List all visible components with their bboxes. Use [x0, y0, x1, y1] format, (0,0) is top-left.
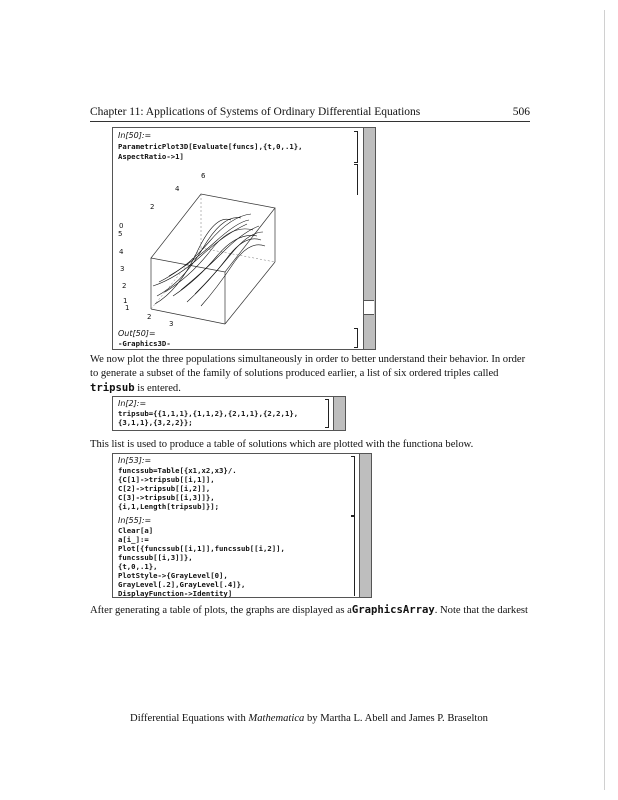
page-edge [604, 10, 605, 790]
header-rule [90, 121, 530, 122]
code-line[interactable]: funcssub=Table[{x1,x2,x3}/. [118, 466, 237, 475]
input-label: In[55]:= [118, 516, 152, 525]
chapter-title: Chapter 11: Applications of Systems of Ordinary Differential Equations [90, 106, 421, 118]
vertical-scrollbar[interactable] [333, 397, 345, 430]
tick-label: 2 [122, 282, 127, 290]
page-footer: Differential Equations with Mathematica by Martha L. Abell and James P. Braselton [130, 713, 488, 724]
text-line: This list is used to produce a table of solutions which are plotted with the functiona below. [90, 439, 474, 450]
code-line[interactable]: tripsub={{1,1,1},{1,1,2},{2,1,1},{2,2,1}, [118, 409, 299, 418]
inline-code: GraphicsArray [351, 604, 435, 616]
page-number: 506 [512, 106, 530, 118]
code-line[interactable]: Plot[{funcssub[[i,1]],funcssub[[i,2]], [118, 544, 285, 553]
output-label: Out[50]= [118, 329, 156, 338]
plot-box-hidden-edge [201, 248, 275, 262]
paragraph-2 [90, 438, 473, 452]
plot-box-edge [225, 262, 275, 324]
solution-curve [159, 214, 251, 282]
plot-box-edge [151, 309, 225, 324]
solution-curve [169, 220, 249, 276]
code-line[interactable]: a[i_]:= [118, 535, 149, 544]
tick-label: 4 [175, 185, 180, 193]
cell-bracket[interactable] [354, 164, 358, 195]
tick-label: 5 [118, 230, 123, 238]
scrollbar-thumb[interactable] [364, 300, 374, 315]
input-label: In[50]:= [118, 131, 152, 140]
code-line[interactable]: {C[1]->tripsub[[i,1]], [118, 475, 215, 484]
tick-label: 1 [123, 297, 128, 305]
cell-bracket[interactable] [354, 131, 358, 163]
tick-label: 6 [201, 172, 206, 180]
tick-label: 0 [119, 222, 124, 230]
paragraph-3: After generating a table of plots, the graphs are displayed as aGraphicsArray. Note that the darkest [90, 604, 528, 616]
notebook-cell-funcssub-plot[interactable] [112, 453, 372, 598]
notebook-cell-parametric-plot[interactable] [112, 127, 376, 350]
code-line[interactable]: AspectRatio->1] [118, 152, 184, 161]
book-title: Mathematica [248, 713, 305, 724]
tick-label: 4 [119, 248, 124, 256]
cell-bracket[interactable] [354, 328, 358, 348]
notebook-cell-tripsub[interactable] [112, 396, 346, 431]
text-line: We now plot the three populations simultaneously in order to better understand their behavior. In order [90, 354, 526, 365]
code-line[interactable]: PlotStyle->{GrayLevel[0], [118, 571, 228, 580]
text-line: tripsub is entered. [90, 382, 181, 394]
cell-bracket[interactable] [325, 399, 329, 428]
inline-code: tripsub [90, 382, 135, 394]
tick-label: 1 [125, 304, 130, 312]
code-line[interactable]: DisplayFunction->Identity] [118, 589, 233, 598]
code-line[interactable]: C[3]->tripsub[[i,3]]}, [118, 493, 215, 502]
code-line[interactable]: {i,1,Length[tripsub]}]; [118, 502, 220, 511]
vertical-scrollbar[interactable] [359, 454, 371, 597]
cell-bracket[interactable] [351, 516, 355, 596]
code-line[interactable]: {3,1,1},{3,2,2}}; [118, 418, 193, 427]
tick-label: 2 [147, 313, 152, 321]
cell-bracket[interactable] [351, 456, 355, 516]
code-line[interactable]: {t,0,.1}, [118, 562, 158, 571]
parametric-plot-3d [113, 164, 353, 336]
plot-box-hidden-edge [151, 248, 201, 309]
code-line[interactable]: Clear[a] [118, 526, 154, 535]
input-label: In[2]:= [118, 399, 147, 408]
tick-label: 3 [120, 265, 125, 273]
code-line[interactable]: ParametricPlot3D[Evaluate[funcs],{t,0,.1}, [118, 142, 303, 151]
tick-label: 3 [169, 320, 174, 328]
solution-curves [153, 214, 265, 306]
tick-label: 2 [150, 203, 155, 211]
text-line: to generate a subset of the family of solutions produced earlier, a list of six ordered triples called [90, 368, 499, 379]
code-line[interactable]: C[2]->tripsub[[i,2]], [118, 484, 211, 493]
input-label: In[53]:= [118, 456, 152, 465]
vertical-scrollbar[interactable] [363, 128, 375, 349]
code-line[interactable]: funcssub[[i,3]]}, [118, 553, 193, 562]
output-value: -Graphics3D- [118, 339, 171, 348]
paragraph-1 [90, 353, 525, 396]
code-line[interactable]: GrayLevel[.2],GrayLevel[.4]}, [118, 580, 246, 589]
solution-curve [195, 232, 263, 294]
